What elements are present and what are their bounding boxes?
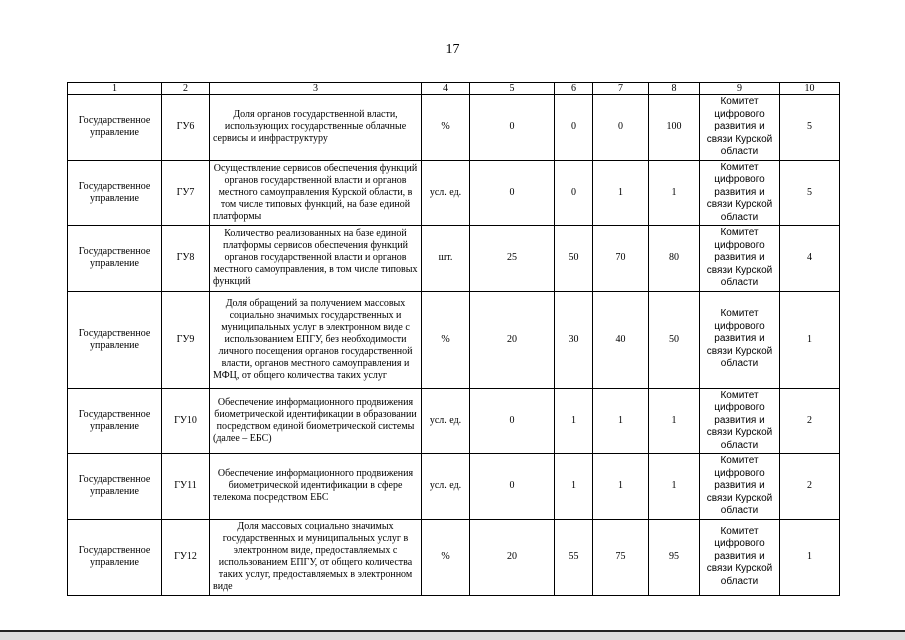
area-cell: Государственное управление — [68, 519, 162, 595]
header-cell: 6 — [555, 83, 593, 95]
unit-cell: усл. ед. — [422, 388, 470, 454]
value-cell: 20 — [470, 519, 555, 595]
table-row — [68, 388, 840, 454]
value-cell: 1 — [593, 160, 649, 226]
indicator-cell: Доля органов государственной власти, использующих государственные облачные сервисы и инфраструктуру — [210, 95, 422, 161]
value-cell: 50 — [555, 226, 593, 292]
header-cell: 8 — [649, 83, 700, 95]
responsible-cell: Комитет цифрового развития и связи Курской области — [700, 291, 780, 388]
code-cell: ГУ11 — [162, 454, 210, 520]
responsible-cell: Комитет цифрового развития и связи Курской области — [700, 388, 780, 454]
unit-cell: шт. — [422, 226, 470, 292]
value-cell: 100 — [649, 95, 700, 161]
value-cell: 80 — [649, 226, 700, 292]
responsible-cell: Комитет цифрового развития и связи Курской области — [700, 519, 780, 595]
value-cell: 1 — [780, 519, 840, 595]
indicator-cell: Обеспечение информационного продвижения биометрической идентификации в сфере телекома посредством ЕБС — [210, 454, 422, 520]
table-row — [68, 519, 840, 595]
scan-edge-band — [0, 632, 905, 640]
value-cell: 50 — [649, 291, 700, 388]
responsible-cell: Комитет цифрового развития и связи Курской области — [700, 160, 780, 226]
header-cell: 2 — [162, 83, 210, 95]
indicator-cell: Доля обращений за получением массовых социально значимых государственных и муниципальных услуг в электронном виде с использованием ЕПГУ, без необходимости личного посещения органов государственной власти, органов местного самоуправления и МФЦ, от общего количества таких услуг — [210, 291, 422, 388]
area-cell: Государственное управление — [68, 95, 162, 161]
value-cell: 1 — [649, 160, 700, 226]
table-row — [68, 160, 840, 226]
value-cell: 1 — [780, 291, 840, 388]
header-cell: 9 — [700, 83, 780, 95]
header-cell: 3 — [210, 83, 422, 95]
unit-cell: % — [422, 291, 470, 388]
unit-cell: усл. ед. — [422, 160, 470, 226]
value-cell: 1 — [555, 388, 593, 454]
area-cell: Государственное управление — [68, 454, 162, 520]
value-cell: 0 — [555, 160, 593, 226]
value-cell: 30 — [555, 291, 593, 388]
unit-cell: % — [422, 95, 470, 161]
table-row — [68, 291, 840, 388]
header-cell: 7 — [593, 83, 649, 95]
area-cell: Государственное управление — [68, 226, 162, 292]
table-row — [68, 226, 840, 292]
header-cell: 4 — [422, 83, 470, 95]
table-row — [68, 454, 840, 520]
value-cell: 25 — [470, 226, 555, 292]
value-cell: 0 — [593, 95, 649, 161]
area-cell: Государственное управление — [68, 291, 162, 388]
value-cell: 2 — [780, 388, 840, 454]
table-body — [68, 83, 840, 596]
value-cell: 1 — [649, 454, 700, 520]
code-cell: ГУ9 — [162, 291, 210, 388]
indicators-table — [67, 82, 840, 596]
header-cell: 5 — [470, 83, 555, 95]
value-cell: 95 — [649, 519, 700, 595]
unit-cell: усл. ед. — [422, 454, 470, 520]
indicator-cell: Осуществление сервисов обеспечения функций органов государственной власти и органов местного самоуправления Курской области, в том числе типовых функций, на базе единой платформы — [210, 160, 422, 226]
value-cell: 0 — [470, 454, 555, 520]
value-cell: 1 — [649, 388, 700, 454]
code-cell: ГУ8 — [162, 226, 210, 292]
page-number: 17 — [445, 42, 460, 57]
value-cell: 1 — [593, 388, 649, 454]
value-cell: 40 — [593, 291, 649, 388]
area-cell: Государственное управление — [68, 388, 162, 454]
responsible-cell: Комитет цифрового развития и связи Курской области — [700, 95, 780, 161]
header-cell: 10 — [780, 83, 840, 95]
value-cell: 75 — [593, 519, 649, 595]
code-cell: ГУ6 — [162, 95, 210, 161]
value-cell: 0 — [470, 160, 555, 226]
header-row — [68, 83, 840, 95]
header-cell: 1 — [68, 83, 162, 95]
value-cell: 20 — [470, 291, 555, 388]
value-cell: 55 — [555, 519, 593, 595]
value-cell: 0 — [470, 95, 555, 161]
value-cell: 1 — [593, 454, 649, 520]
indicator-cell: Обеспечение информационного продвижения биометрической идентификации в образовании посредством единой биометрической системы (далее – ЕБС) — [210, 388, 422, 454]
value-cell: 4 — [780, 226, 840, 292]
value-cell: 2 — [780, 454, 840, 520]
indicator-cell: Количество реализованных на базе единой платформы сервисов обеспечения функций органов государственной власти и органов местного самоуправления, в том числе типовых функций — [210, 226, 422, 292]
code-cell: ГУ7 — [162, 160, 210, 226]
code-cell: ГУ12 — [162, 519, 210, 595]
area-cell: Государственное управление — [68, 160, 162, 226]
value-cell: 0 — [470, 388, 555, 454]
value-cell: 5 — [780, 95, 840, 161]
code-cell: ГУ10 — [162, 388, 210, 454]
responsible-cell: Комитет цифрового развития и связи Курской области — [700, 454, 780, 520]
indicator-cell: Доля массовых социально значимых государственных и муниципальных услуг в электронном виде, предоставляемых с использованием ЕПГУ, от общего количества таких услуг, предоставляемых в электронном виде — [210, 519, 422, 595]
value-cell: 0 — [555, 95, 593, 161]
table-row — [68, 95, 840, 161]
value-cell: 70 — [593, 226, 649, 292]
value-cell: 5 — [780, 160, 840, 226]
unit-cell: % — [422, 519, 470, 595]
value-cell: 1 — [555, 454, 593, 520]
responsible-cell: Комитет цифрового развития и связи Курской области — [700, 226, 780, 292]
